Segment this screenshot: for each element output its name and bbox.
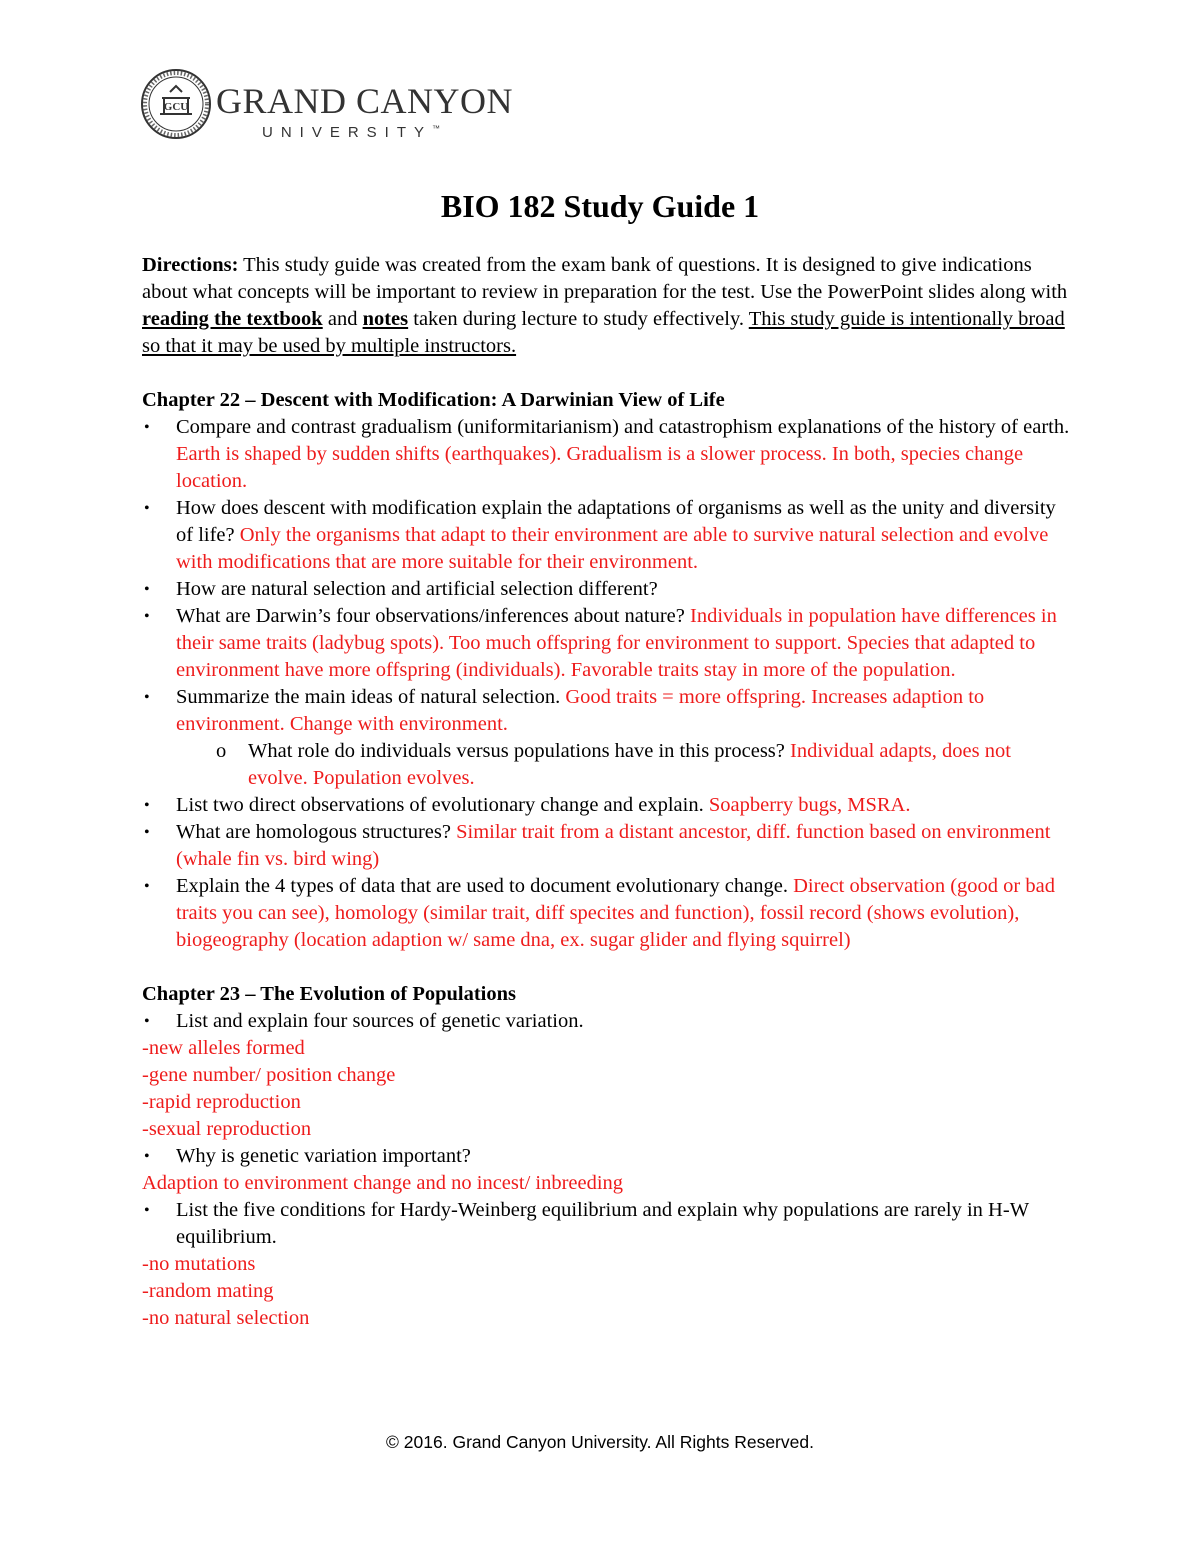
directions-bold-1: reading the textbook — [142, 308, 323, 330]
logo-subtitle — [262, 124, 440, 141]
question-text: Summarize the main ideas of natural selection. — [176, 686, 561, 708]
list-item — [142, 1197, 1072, 1251]
directions-label: Directions: — [142, 254, 239, 276]
answer-line: -sexual reproduction — [142, 1118, 312, 1140]
list-item — [142, 684, 1072, 792]
list-item — [142, 495, 1072, 576]
answer-text: Only the organisms that adapt to their environment are able to survive natural selection and evolve with modifications that are more suitable for their environment. — [176, 524, 1049, 573]
sub-list — [176, 738, 1072, 792]
question-text: List two direct observations of evolutionary change and explain. — [176, 794, 704, 816]
answer-text: Good traits = more offspring. Increases adaption to environment. Change with environment. — [176, 686, 985, 735]
question-text: Explain the 4 types of data that are used to document evolutionary change. — [176, 875, 788, 897]
answer-line: -rapid reproduction — [142, 1091, 301, 1113]
university-logo — [140, 68, 514, 158]
directions-text-1: This study guide was created from the exam bank of questions. It is designed to give indications about what concepts will be important to review in preparation for the test. Use the PowerPoint slides along with — [142, 254, 1068, 303]
answer-text: Soapberry bugs, MSRA. — [703, 794, 911, 816]
list-item — [142, 1008, 1072, 1035]
answer-line: -new alleles formed — [142, 1037, 305, 1059]
answer-line: -no mutations — [142, 1253, 256, 1275]
answer-line: -random mating — [142, 1280, 274, 1302]
question-text: List and explain four sources of genetic variation. — [176, 1010, 584, 1032]
list-item — [142, 792, 1072, 819]
answer-text: Direct observation (good or bad traits you can see), homology (similar trait, diff specites and function), fossil record (shows evolution), biogeography (location adaption w/ same dna, ex. sugar glider and flying squirrel) — [176, 875, 1055, 951]
list-item — [142, 603, 1072, 684]
trademark: ™ — [432, 124, 441, 133]
page-title: BIO 182 Study Guide 1 — [440, 188, 760, 224]
question-text: List the five conditions for Hardy-Weinberg equilibrium and explain why populations are rarely in H-W equilibrium. — [176, 1199, 1029, 1248]
question-text: How does descent with modification explain the adaptations of organisms as well as the unity and diversity of life? — [176, 497, 1056, 546]
answer-line: -gene number/ position change — [142, 1064, 396, 1086]
question-text: What are homologous structures? — [176, 821, 451, 843]
directions-underlined: This study guide is intentionally broad so that it may be used by multiple instructors. — [142, 308, 1065, 357]
university-seal-icon — [140, 68, 212, 140]
answer-text: Individual adapts, does not evolve. Population evolves. — [248, 740, 1011, 789]
document-body — [142, 252, 1072, 1332]
copyright-footer: © 2016. Grand Canyon University. All Rights Reserved. — [386, 1432, 814, 1452]
answer-text: Earth is shaped by sudden shifts (earthquakes). Gradualism is a slower process. In both, species change location. — [176, 443, 1024, 492]
chapter-23-list-1 — [142, 1008, 1072, 1035]
question-text: Why is genetic variation important? — [176, 1145, 471, 1167]
chapter-23-heading: Chapter 23 – The Evolution of Populations — [142, 983, 517, 1005]
chapter-23-list-2 — [142, 1143, 1072, 1170]
list-item — [142, 414, 1072, 495]
question-text: What are Darwin’s four observations/inferences about nature? — [176, 605, 685, 627]
logo-title: GRAND CANYON — [216, 81, 514, 121]
list-item — [142, 1143, 1072, 1170]
question-text: What role do individuals versus populations have in this process? — [248, 740, 785, 762]
answer-text: Similar trait from a distant ancestor, diff. function based on environment (whale fin vs. bird wing) — [176, 821, 1051, 870]
seal-text: GCU — [163, 101, 189, 113]
chapter-23-list-3 — [142, 1197, 1072, 1251]
answer-line: -no natural selection — [142, 1307, 310, 1329]
spacer — [142, 954, 1072, 981]
directions-bold-2: notes — [362, 308, 409, 330]
directions-paragraph — [142, 252, 1072, 360]
question-text: How are natural selection and artificial selection different? — [176, 578, 658, 600]
chapter-22-list — [142, 414, 1072, 954]
answer-text: Individuals in population have differences in their same traits (ladybug spots). Too much offspring for environment to support. Species that adapted to environment have more offspring (individuals). Favorable traits stay in more of the population. — [176, 605, 1057, 681]
directions-text-3: taken during lecture to study effectively. — [408, 308, 749, 330]
list-item — [142, 819, 1072, 873]
list-item — [142, 873, 1072, 954]
directions-text-2: and — [322, 308, 363, 330]
logo-subtitle-text: UNIVERSITY — [262, 124, 433, 141]
list-item — [142, 576, 1072, 603]
answer-line: Adaption to environment change and no incest/ inbreeding — [142, 1172, 624, 1194]
sub-list-item — [176, 738, 1072, 792]
chapter-22-heading: Chapter 22 – Descent with Modification: A Darwinian View of Life — [142, 389, 725, 411]
question-text: Compare and contrast gradualism (uniformitarianism) and catastrophism explanations of the history of earth. — [176, 416, 1070, 438]
